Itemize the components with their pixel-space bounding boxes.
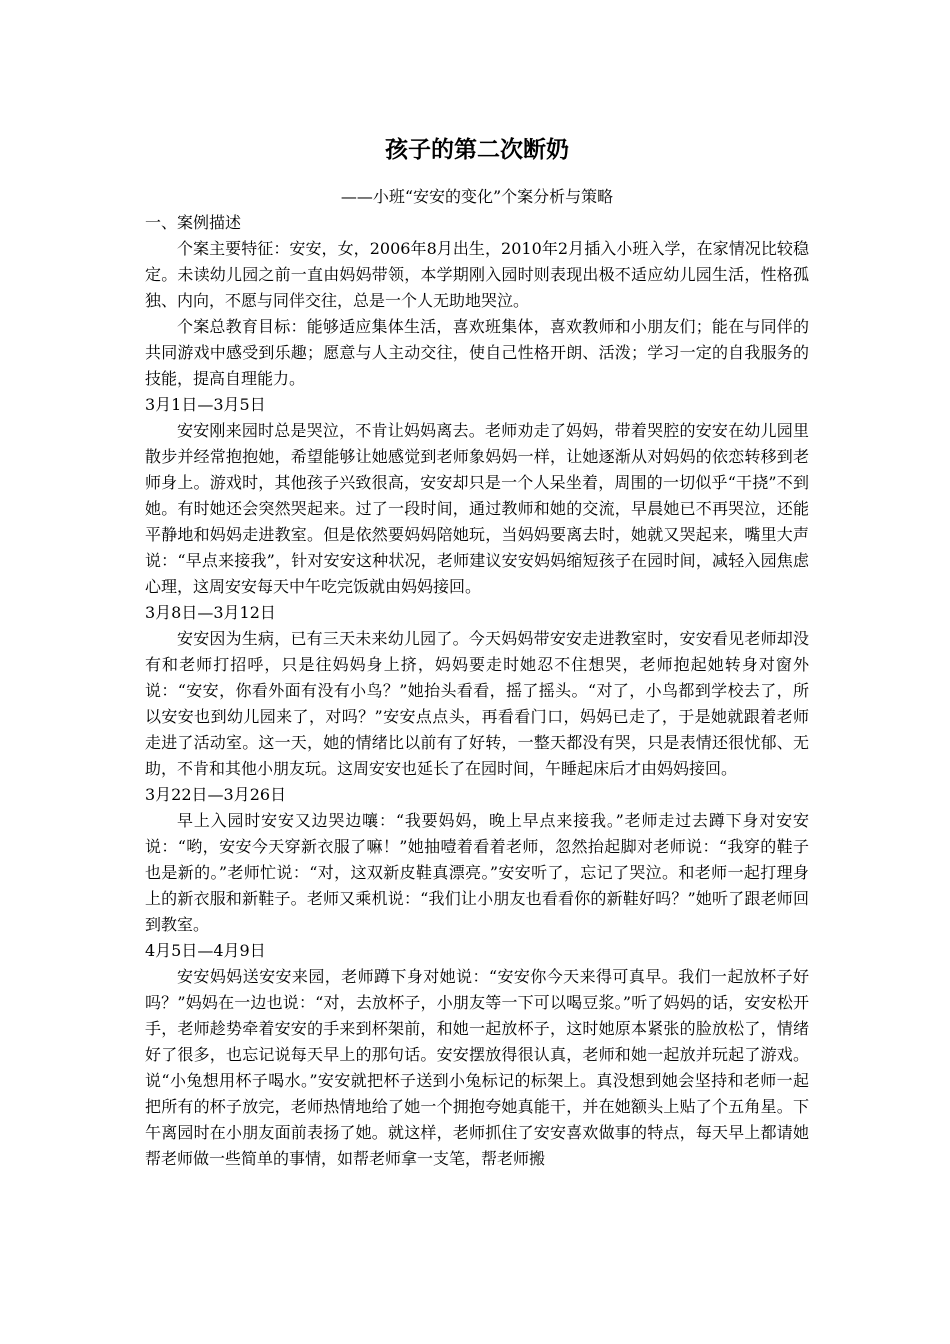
document-title: 孩子的第二次断奶 — [385, 137, 569, 163]
document-subtitle: ——小班“安安的变化”个案分析与策略 — [340, 187, 614, 206]
date-heading-week-3: 3月22日—3月26日 — [145, 785, 287, 804]
entry-paragraph-week-3: 早上入园时安安又边哭边嚷：“我要妈妈，晚上早点来接我。”老师走过去蹲下身对安安说：“哟，安安今天穿新衣服了嘛！”她抽噎着看着老师，忽然抬起脚对老师说：“我穿的鞋子也是新的。”老师忙说：“对，这双新皮鞋真漂亮。”安安听了，忘记了哭泣。和老师一起打理身上的新衣服和新鞋子。老师又乘机说：“我们让小朋友也看看你的新鞋好吗？”她听了跟老师回到教室。 — [145, 811, 809, 934]
case-features-paragraph: 个案主要特征：安安，女，2006年8月出生，2010年2月插入小班入学，在家情况比较稳定。未读幼儿园之前一直由妈妈带领，本学期刚入园时则表现出极不适应幼儿园生活，性格孤独、内向，不愿与同伴交往，总是一个人无助地哭泣。 — [145, 239, 809, 310]
date-heading-week-1: 3月1日—3月5日 — [145, 395, 266, 414]
section-heading-case-description: 一、案例描述 — [145, 213, 242, 232]
entry-paragraph-week-2: 安安因为生病，已有三天未来幼儿园了。今天妈妈带安安走进教室时，安安看见老师却没有和老师打招呼，只是往妈妈身上挤，妈妈要走时她忍不住想哭，老师抱起她转身对窗外说：“安安，你看外面有没有小鸟？”她抬头看看，摇了摇头。“对了，小鸟都到学校去了，所以安安也到幼儿园来了，对吗？”安安点点头，再看看门口，妈妈已走了，于是她就跟着老师走进了活动室。这一天，她的情绪比以前有了好转，一整天都没有哭，只是表情还很忧郁、无助，不肯和其他小朋友玩。这周安安也延长了在园时间，午睡起床后才由妈妈接回。 — [145, 629, 809, 778]
education-goals-paragraph: 个案总教育目标：能够适应集体生活，喜欢班集体，喜欢教师和小朋友们；能在与同伴的共同游戏中感受到乐趣；愿意与人主动交往，使自己性格开朗、活泼；学习一定的自我服务的技能，提高自理能力。 — [145, 317, 809, 388]
entry-paragraph-week-1: 安安刚来园时总是哭泣，不肯让妈妈离去。老师劝走了妈妈，带着哭腔的安安在幼儿园里散步并经常抱抱她，希望能够让她感觉到老师象妈妈一样，让她逐渐从对妈妈的依恋转移到老师身上。游戏时，其他孩子兴致很高，安安却只是一个人呆坐着，周围的一切似乎“干挠”不到她。有时她还会突然哭起来。过了一段时间，通过教师和她的交流，早晨她已不再哭泣，还能平静地和妈妈走进教室。但是依然要妈妈陪她玩，当妈妈要离去时，她就又哭起来，嘴里大声说：“早点来接我”，针对安安这种状况，老师建议安安妈妈缩短孩子在园时间，减轻入园焦虑心理，这周安安每天中午吃完饭就由妈妈接回。 — [145, 421, 809, 596]
document-page — [145, 130, 809, 1172]
entry-paragraph-week-4: 安安妈妈送安安来园，老师蹲下身对她说：“安安你今天来得可真早。我们一起放杯子好吗？”妈妈在一边也说：“对，去放杯子，小朋友等一下可以喝豆浆。”听了妈妈的话，安安松开手，老师趁势牵着安安的手来到杯架前，和她一起放杯子，这时她原本紧张的脸放松了，情绪好了很多，也忘记说每天早上的那句话。安安摆放得很认真，老师和她一起放并玩起了游戏。说“小兔想用杯子喝水。”安安就把杯子送到小兔标记的标架上。真没想到她会坚持和老师一起把所有的杯子放完，老师热情地给了她一个拥抱夸她真能干，并在她额头上贴了个五角星。下午离园时在小朋友面前表扬了她。就这样，老师抓住了安安喜欢做事的特点，每天早上都请她帮老师做一些简单的事情，如帮老师拿一支笔，帮老师搬 — [145, 967, 809, 1168]
date-heading-week-2: 3月8日—3月12日 — [145, 603, 276, 622]
date-heading-week-4: 4月5日—4月9日 — [145, 941, 266, 960]
